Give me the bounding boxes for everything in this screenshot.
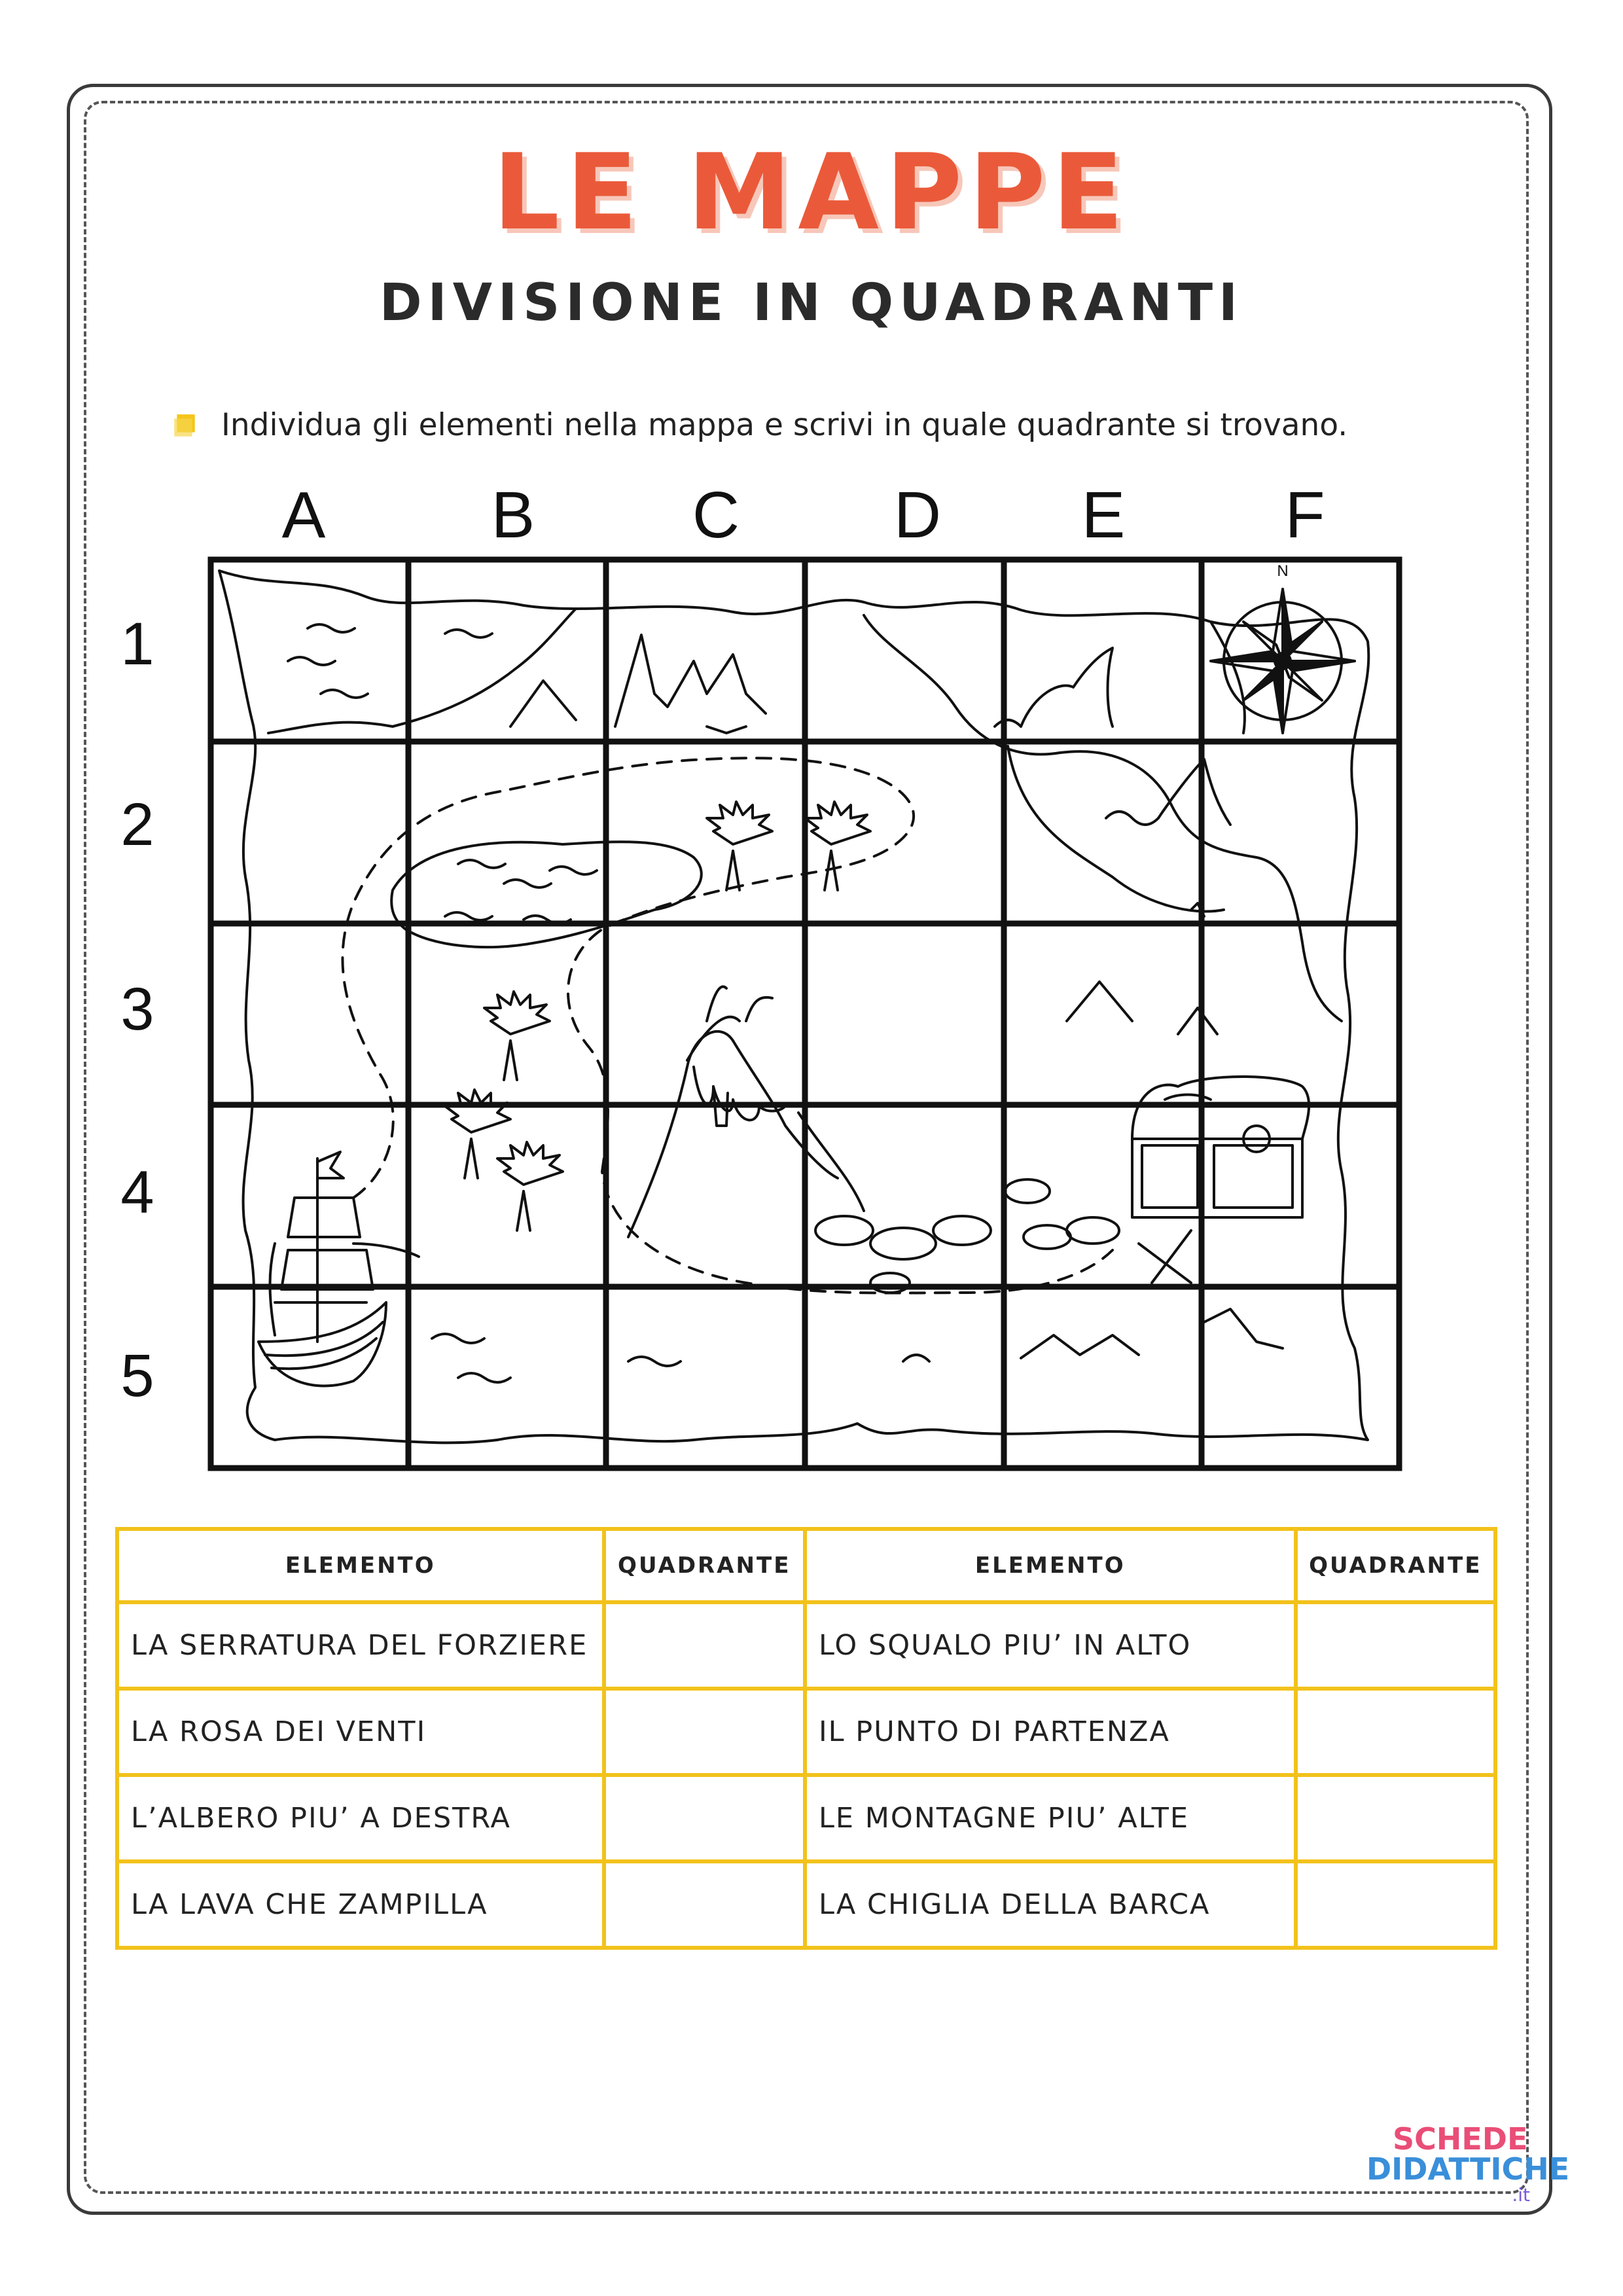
element-cell: LA CHIGLIA DELLA BARCA [805, 1861, 1296, 1948]
palm-tree [707, 802, 772, 890]
header-quadrante-right: QUADRANTE [1296, 1529, 1495, 1602]
table-header-row [117, 1529, 1495, 1602]
shark-top [1021, 648, 1113, 726]
palm-tree [805, 802, 870, 890]
column-label-b: B [491, 478, 535, 552]
island-outline [219, 571, 1368, 1443]
compass-north-label: N [1277, 562, 1289, 580]
element-cell: LE MONTAGNE PIU’ ALTE [805, 1775, 1296, 1861]
schede-didattiche-logo [1366, 2121, 1570, 2209]
page-subtitle: DIVISIONE IN QUADRANTI [379, 274, 1244, 332]
quadrant-answer-cell[interactable] [604, 1602, 805, 1689]
column-label-c: C [692, 478, 740, 552]
logo-suffix: .it [1512, 2184, 1530, 2206]
quadrant-answer-cell[interactable] [604, 1689, 805, 1775]
answer-table [115, 1527, 1497, 1950]
element-cell: IL PUNTO DI PARTENZA [805, 1689, 1296, 1775]
instruction-text: Individua gli elementi nella mappa e scrivi in quale quadrante si trovano. [221, 407, 1348, 443]
logo-line-2: DIDATTICHE [1366, 2151, 1570, 2187]
palm-tree [484, 992, 550, 1080]
header-quadrante-left: QUADRANTE [604, 1529, 805, 1602]
header-elemento-left: ELEMENTO [117, 1529, 604, 1602]
element-cell: L’ALBERO PIU’ A DESTRA [117, 1775, 604, 1861]
quadrant-answer-cell[interactable] [1296, 1602, 1495, 1689]
table-row [117, 1861, 1495, 1948]
row-label-4: 4 [120, 1159, 154, 1226]
quadrant-answer-cell[interactable] [604, 1775, 805, 1861]
logo-line-1: SCHEDE [1393, 2121, 1528, 2157]
row-label-3: 3 [120, 976, 154, 1043]
compass-rose-icon [1211, 589, 1355, 733]
quadrant-answer-cell[interactable] [1296, 1861, 1495, 1948]
quadrant-answer-cell[interactable] [604, 1861, 805, 1948]
element-cell: LA ROSA DEI VENTI [117, 1689, 604, 1775]
palm-tree [497, 1142, 563, 1230]
element-cell: LA LAVA CHE ZAMPILLA [117, 1861, 604, 1948]
treasure-chest [1132, 1077, 1309, 1217]
quadrant-answer-cell[interactable] [1296, 1775, 1495, 1861]
element-cell: LO SQUALO PIU’ IN ALTO [805, 1602, 1296, 1689]
header-elemento-right: ELEMENTO [805, 1529, 1296, 1602]
row-label-1: 1 [120, 611, 154, 677]
mountains-top [510, 681, 576, 726]
table-row [117, 1775, 1495, 1861]
column-label-f: F [1285, 478, 1325, 552]
column-label-d: D [893, 478, 942, 552]
pirate-ship [259, 1152, 419, 1386]
row-label-2: 2 [120, 791, 154, 858]
column-label-a: A [281, 478, 326, 552]
table-row [117, 1689, 1495, 1775]
table-row [117, 1602, 1495, 1689]
element-cell: LA SERRATURA DEL FORZIERE [117, 1602, 604, 1689]
quadrant-grid [211, 560, 1399, 1468]
lake [391, 842, 702, 947]
column-label-e: E [1081, 478, 1126, 552]
quadrant-answer-cell[interactable] [1296, 1689, 1495, 1775]
lava [694, 1067, 785, 1120]
row-label-5: 5 [120, 1342, 154, 1409]
page-title: LE MAPPE [493, 131, 1130, 253]
